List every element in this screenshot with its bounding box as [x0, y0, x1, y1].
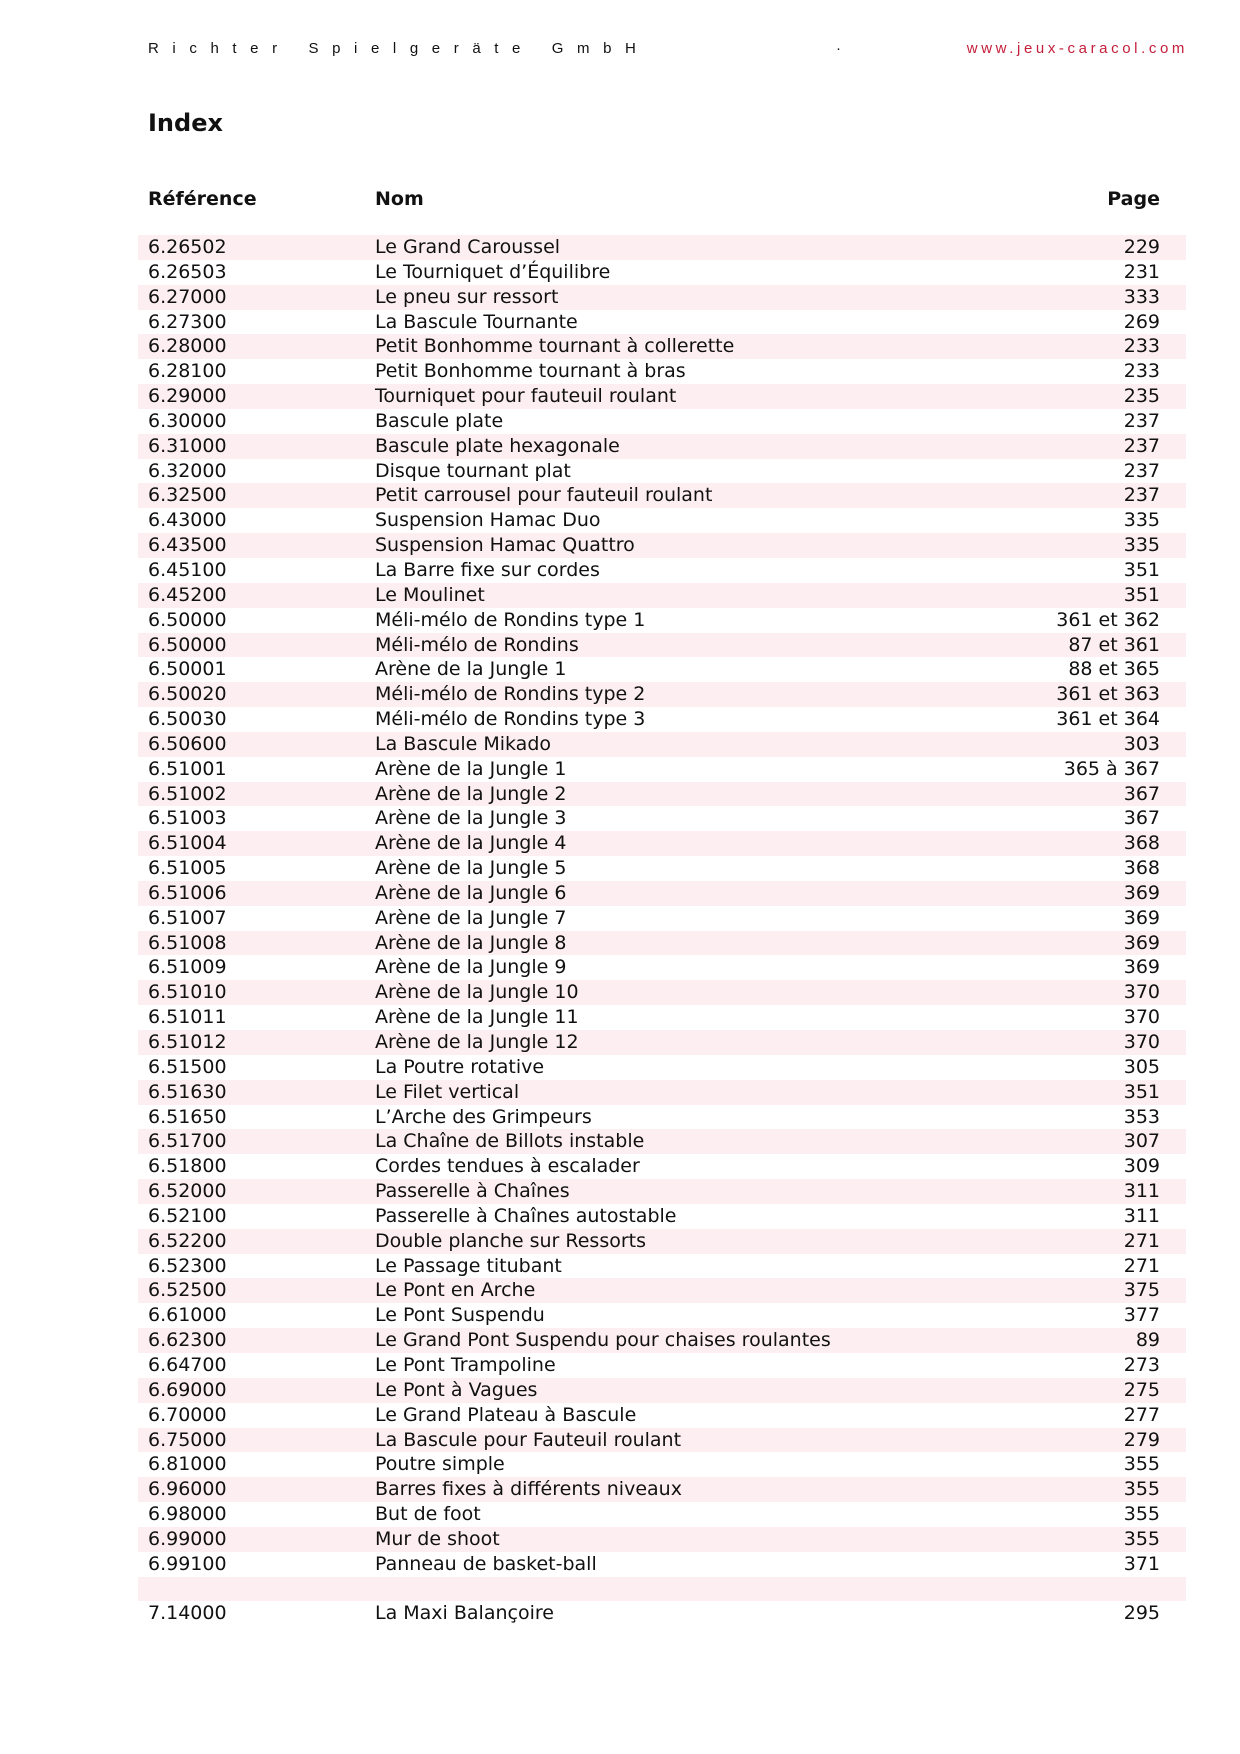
name-cell: Arène de la Jungle 3: [375, 807, 567, 830]
name-cell: Méli-mélo de Rondins type 1: [375, 608, 646, 631]
column-header-reference: Référence: [148, 188, 257, 210]
name-cell: Le pneu sur ressort: [375, 285, 559, 308]
page-cell: 307: [1123, 1130, 1160, 1153]
reference-cell: 6.51005: [148, 857, 227, 880]
table-row: [138, 1601, 1186, 1626]
name-cell: Passerelle à Chaînes: [375, 1180, 570, 1203]
table-row: [138, 1105, 1186, 1130]
reference-cell: 6.45200: [148, 583, 227, 606]
page-cell: 269: [1123, 310, 1160, 333]
table-row: [138, 1005, 1186, 1030]
table-row: [138, 334, 1186, 359]
table-row: [138, 633, 1186, 658]
page-cell: 231: [1123, 260, 1160, 283]
reference-cell: 6.51003: [148, 807, 227, 830]
reference-cell: 6.69000: [148, 1378, 227, 1401]
table-row: [138, 608, 1186, 633]
name-cell: Le Grand Plateau à Bascule: [375, 1403, 637, 1426]
reference-cell: 6.50020: [148, 683, 227, 706]
name-cell: Passerelle à Chaînes autostable: [375, 1204, 677, 1227]
page-cell: 355: [1123, 1527, 1160, 1550]
reference-cell: 6.27300: [148, 310, 227, 333]
name-cell: La Bascule Tournante: [375, 310, 578, 333]
reference-cell: 6.50030: [148, 708, 227, 731]
reference-cell: 6.62300: [148, 1329, 227, 1352]
reference-cell: 7.14000: [148, 1602, 227, 1625]
reference-cell: 6.51011: [148, 1006, 227, 1029]
page-cell: 351: [1123, 1080, 1160, 1103]
table-row: [138, 1204, 1186, 1229]
table-row: [138, 1328, 1186, 1353]
page-cell: 311: [1123, 1204, 1160, 1227]
table-row: [138, 980, 1186, 1005]
table-row: [138, 1452, 1186, 1477]
table-row: [138, 384, 1186, 409]
table-row: [138, 409, 1186, 434]
name-cell: Suspension Hamac Duo: [375, 509, 601, 532]
name-cell: Méli-mélo de Rondins type 3: [375, 708, 646, 731]
page-cell: 273: [1123, 1353, 1160, 1376]
page-cell: 351: [1123, 583, 1160, 606]
table-row: [138, 1353, 1186, 1378]
index-table: [138, 235, 1186, 1626]
column-header-name: Nom: [375, 188, 424, 210]
table-row: [138, 1502, 1186, 1527]
name-cell: Arène de la Jungle 4: [375, 832, 567, 855]
reference-cell: 6.26503: [148, 260, 227, 283]
page-cell: 237: [1123, 409, 1160, 432]
header-separator: ·: [836, 40, 841, 57]
table-row: [138, 533, 1186, 558]
page-cell: 355: [1123, 1478, 1160, 1501]
name-cell: Panneau de basket-ball: [375, 1552, 597, 1575]
page-cell: 88 et 365: [1068, 658, 1160, 681]
name-cell: Mur de shoot: [375, 1527, 500, 1550]
page-cell: 361 et 364: [1056, 708, 1160, 731]
reference-cell: 6.51001: [148, 757, 227, 780]
page-cell: 369: [1123, 881, 1160, 904]
table-row: [138, 1303, 1186, 1328]
name-cell: Arène de la Jungle 9: [375, 956, 567, 979]
page-cell: 335: [1123, 509, 1160, 532]
table-row: [138, 1577, 1186, 1602]
table-row: [138, 583, 1186, 608]
name-cell: Le Filet vertical: [375, 1080, 520, 1103]
page-cell: 335: [1123, 534, 1160, 557]
reference-cell: 6.43500: [148, 534, 227, 557]
page-cell: 303: [1123, 732, 1160, 755]
page-cell: 333: [1123, 285, 1160, 308]
name-cell: Le Grand Caroussel: [375, 236, 561, 258]
name-cell: Suspension Hamac Quattro: [375, 534, 635, 557]
page-cell: 353: [1123, 1105, 1160, 1128]
page-cell: 233: [1123, 335, 1160, 358]
reference-cell: 6.51009: [148, 956, 227, 979]
name-cell: Arène de la Jungle 7: [375, 906, 567, 929]
table-row: [138, 856, 1186, 881]
name-cell: Petit carrousel pour fauteuil roulant: [375, 484, 713, 507]
table-row: [138, 782, 1186, 807]
page-cell: 365 à 367: [1063, 757, 1160, 780]
reference-cell: 6.70000: [148, 1403, 227, 1426]
reference-cell: 6.51008: [148, 931, 227, 954]
name-cell: Double planche sur Ressorts: [375, 1229, 647, 1252]
reference-cell: 6.75000: [148, 1428, 227, 1451]
name-cell: La Bascule pour Fauteuil roulant: [375, 1428, 682, 1451]
reference-cell: 6.50000: [148, 633, 227, 656]
table-row: [138, 955, 1186, 980]
page-cell: 311: [1123, 1180, 1160, 1203]
name-cell: Le Pont en Arche: [375, 1279, 536, 1302]
table-header: [148, 186, 1160, 212]
reference-cell: 6.50000: [148, 608, 227, 631]
name-cell: Arène de la Jungle 6: [375, 881, 567, 904]
reference-cell: 6.45100: [148, 558, 227, 581]
reference-cell: 6.52100: [148, 1204, 227, 1227]
table-row: [138, 1428, 1186, 1453]
page-cell: 377: [1123, 1304, 1160, 1327]
table-row: [138, 434, 1186, 459]
name-cell: La Barre fixe sur cordes: [375, 558, 600, 581]
name-cell: Arène de la Jungle 10: [375, 981, 579, 1004]
page-cell: 369: [1123, 956, 1160, 979]
reference-cell: 6.61000: [148, 1304, 227, 1327]
reference-cell: 6.50001: [148, 658, 227, 681]
reference-cell: 6.51630: [148, 1080, 227, 1103]
table-row: [138, 906, 1186, 931]
table-row: [138, 757, 1186, 782]
table-row: [138, 682, 1186, 707]
table-row: [138, 459, 1186, 484]
page-cell: 351: [1123, 558, 1160, 581]
reference-cell: 6.30000: [148, 409, 227, 432]
table-row: [138, 1229, 1186, 1254]
page-cell: 271: [1123, 1254, 1160, 1277]
reference-cell: 6.43000: [148, 509, 227, 532]
table-row: [138, 310, 1186, 335]
table-row: [138, 657, 1186, 682]
reference-cell: 6.51002: [148, 782, 227, 805]
reference-cell: 6.51800: [148, 1155, 227, 1178]
table-row: [138, 1179, 1186, 1204]
name-cell: Méli-mélo de Rondins: [375, 633, 579, 656]
table-row: [138, 1378, 1186, 1403]
name-cell: Arène de la Jungle 12: [375, 1031, 579, 1053]
reference-cell: 6.52500: [148, 1279, 227, 1302]
page-header: [148, 38, 1188, 60]
page-cell: 279: [1123, 1428, 1160, 1451]
name-cell: Bascule plate: [375, 409, 504, 432]
page-cell: 237: [1123, 484, 1160, 507]
name-cell: Arène de la Jungle 11: [375, 1006, 579, 1029]
reference-cell: 6.99000: [148, 1527, 227, 1550]
reference-cell: 6.98000: [148, 1503, 227, 1526]
name-cell: Disque tournant plat: [375, 459, 571, 482]
name-cell: Le Pont Trampoline: [375, 1353, 556, 1376]
website-link[interactable]: www.jeux-caracol.com: [966, 40, 1188, 57]
reference-cell: 6.52000: [148, 1180, 227, 1203]
page-cell: 305: [1123, 1055, 1160, 1078]
name-cell: Cordes tendues à escalader: [375, 1155, 640, 1178]
reference-cell: 6.51006: [148, 881, 227, 904]
table-row: [138, 558, 1186, 583]
name-cell: Arène de la Jungle 1: [375, 757, 567, 780]
reference-cell: 6.50600: [148, 732, 227, 755]
reference-cell: 6.52200: [148, 1229, 227, 1252]
table-row: [138, 1129, 1186, 1154]
reference-cell: 6.26502: [148, 236, 227, 258]
page-cell: 233: [1123, 360, 1160, 383]
page-cell: 368: [1123, 832, 1160, 855]
name-cell: Le Moulinet: [375, 583, 485, 606]
name-cell: Petit Bonhomme tournant à bras: [375, 360, 686, 383]
name-cell: Arène de la Jungle 5: [375, 857, 567, 880]
table-row: [138, 1278, 1186, 1303]
page-cell: 237: [1123, 459, 1160, 482]
page-cell: 235: [1123, 385, 1160, 408]
reference-cell: 6.99100: [148, 1552, 227, 1575]
name-cell: Tourniquet pour fauteuil roulant: [375, 385, 677, 408]
table-row: [138, 806, 1186, 831]
page-cell: 237: [1123, 434, 1160, 457]
column-header-page: Page: [1107, 188, 1160, 210]
reference-cell: 6.64700: [148, 1353, 227, 1376]
company-name: Richter Spielgeräte GmbH: [148, 40, 650, 57]
reference-cell: 6.51012: [148, 1031, 227, 1053]
name-cell: But de foot: [375, 1503, 481, 1526]
table-row: [138, 1403, 1186, 1428]
table-row: [138, 931, 1186, 956]
table-row: [138, 831, 1186, 856]
page-cell: 309: [1123, 1155, 1160, 1178]
name-cell: Bascule plate hexagonale: [375, 434, 620, 457]
page-cell: 369: [1123, 931, 1160, 954]
table-row: [138, 285, 1186, 310]
page-cell: 368: [1123, 857, 1160, 880]
page-cell: 271: [1123, 1229, 1160, 1252]
page-cell: 361 et 362: [1056, 608, 1160, 631]
table-row: [138, 1080, 1186, 1105]
page-cell: 229: [1123, 236, 1160, 258]
table-row: [138, 483, 1186, 508]
reference-cell: 6.32500: [148, 484, 227, 507]
page-cell: 367: [1123, 807, 1160, 830]
page-cell: 295: [1123, 1602, 1160, 1625]
table-row: [138, 1055, 1186, 1080]
table-row: [138, 1527, 1186, 1552]
name-cell: La Bascule Mikado: [375, 732, 552, 755]
reference-cell: 6.32000: [148, 459, 227, 482]
table-row: [138, 235, 1186, 260]
page-title: Index: [148, 109, 223, 137]
page-cell: 355: [1123, 1503, 1160, 1526]
table-row: [138, 1552, 1186, 1577]
name-cell: Le Tourniquet d’Équilibre: [375, 260, 611, 283]
table-row: [138, 1254, 1186, 1279]
page-cell: 367: [1123, 782, 1160, 805]
reference-cell: 6.28100: [148, 360, 227, 383]
page-cell: 355: [1123, 1453, 1160, 1476]
page-cell: 277: [1123, 1403, 1160, 1426]
name-cell: Arène de la Jungle 8: [375, 931, 567, 954]
table-row: [138, 732, 1186, 757]
name-cell: Le Grand Pont Suspendu pour chaises roulantes: [375, 1329, 831, 1352]
page-cell: 375: [1123, 1279, 1160, 1302]
page-cell: 275: [1123, 1378, 1160, 1401]
reference-cell: 6.51004: [148, 832, 227, 855]
name-cell: L’Arche des Grimpeurs: [375, 1105, 592, 1128]
page-cell: 370: [1123, 1031, 1160, 1053]
reference-cell: 6.51007: [148, 906, 227, 929]
name-cell: Arène de la Jungle 2: [375, 782, 567, 805]
name-cell: Poutre simple: [375, 1453, 505, 1476]
table-row: [138, 1154, 1186, 1179]
reference-cell: 6.51500: [148, 1055, 227, 1078]
name-cell: Barres fixes à différents niveaux: [375, 1478, 682, 1501]
reference-cell: 6.29000: [148, 385, 227, 408]
reference-cell: 6.51010: [148, 981, 227, 1004]
name-cell: Petit Bonhomme tournant à collerette: [375, 335, 735, 358]
page-cell: 370: [1123, 981, 1160, 1004]
page-cell: 89: [1135, 1329, 1160, 1352]
table-row: [138, 707, 1186, 732]
reference-cell: 6.31000: [148, 434, 227, 457]
name-cell: La Maxi Balançoire: [375, 1602, 554, 1625]
table-row: [138, 1030, 1186, 1055]
table-row: [138, 1477, 1186, 1502]
reference-cell: 6.28000: [148, 335, 227, 358]
name-cell: Méli-mélo de Rondins type 2: [375, 683, 646, 706]
name-cell: La Poutre rotative: [375, 1055, 545, 1078]
page-cell: 370: [1123, 1006, 1160, 1029]
name-cell: Le Pont à Vagues: [375, 1378, 538, 1401]
name-cell: Arène de la Jungle 1: [375, 658, 567, 681]
name-cell: Le Passage titubant: [375, 1254, 562, 1277]
page-cell: 371: [1123, 1552, 1160, 1575]
page-cell: 369: [1123, 906, 1160, 929]
reference-cell: 6.51650: [148, 1105, 227, 1128]
name-cell: Le Pont Suspendu: [375, 1304, 545, 1327]
table-row: [138, 359, 1186, 384]
table-row: [138, 508, 1186, 533]
table-row: [138, 881, 1186, 906]
reference-cell: 6.52300: [148, 1254, 227, 1277]
reference-cell: 6.96000: [148, 1478, 227, 1501]
reference-cell: 6.51700: [148, 1130, 227, 1153]
page-cell: 361 et 363: [1056, 683, 1160, 706]
table-row: [138, 260, 1186, 285]
page-cell: 87 et 361: [1068, 633, 1160, 656]
name-cell: La Chaîne de Billots instable: [375, 1130, 645, 1153]
reference-cell: 6.27000: [148, 285, 227, 308]
reference-cell: 6.81000: [148, 1453, 227, 1476]
